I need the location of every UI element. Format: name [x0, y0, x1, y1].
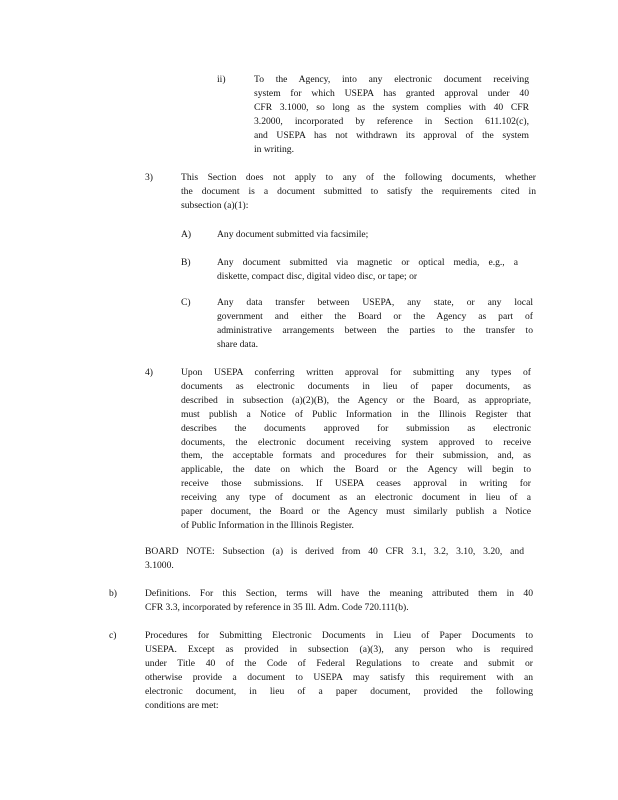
text-line: documents, the electronic document receiving system approved to receive: [181, 436, 531, 448]
item-label-A: A): [181, 229, 192, 240]
text-line: Any data transfer between USEPA, any state, or any local: [217, 297, 533, 308]
text-line: in writing.: [254, 143, 294, 155]
text-line: 3.2000, incorporated by reference in Section 611.102(c),: [254, 115, 529, 127]
text-line: describes the documents approved for submission as electronic: [181, 422, 531, 434]
text-line: receive those submissions. If USEPA ceases approval in writing for: [181, 478, 531, 490]
text-line: system for which USEPA has granted approval under 40: [254, 87, 529, 99]
text-line: them, the acceptable formats and procedures for their submission, and, as: [181, 450, 531, 462]
text-line: receiving any type of document as an electronic document in lieu of a: [181, 492, 531, 504]
paragraph-3: [181, 171, 536, 213]
text-line: diskette, compact disc, digital video disc, or tape; or: [217, 270, 418, 282]
text-line: This Section does not apply to any of the following documents, whether: [181, 172, 536, 183]
text-line: otherwise provide a document to USEPA may satisfy this requirement with an: [145, 671, 533, 683]
text-line: applicable, the date on which the Board or the Agency will begin to: [181, 464, 531, 476]
text-line: government and either the Board or the Agency as part of: [217, 310, 533, 322]
text-line: Any document submitted via facsimile;: [217, 229, 369, 240]
paragraph-A: [217, 228, 537, 242]
text-line: CFR 3.3, incorporated by reference in 35 Ill. Adm. Code 720.111(b).: [145, 601, 409, 613]
text-line: BOARD NOTE: Subsection (a) is derived from 40 CFR 3.1, 3.2, 3.10, 3.20, and: [145, 546, 524, 557]
text-line: CFR 3.1000, so long as the system complies with 40 CFR: [254, 101, 529, 113]
text-line: share data.: [217, 338, 259, 350]
text-line: described in subsection (a)(2)(B), the Agency or the Board, as appropriate,: [181, 394, 531, 406]
text-line: Procedures for Submitting Electronic Documents in Lieu of Paper Documents to: [145, 630, 533, 641]
text-line: paper document, the Board or the Agency must similarly publish a Notice: [181, 506, 531, 518]
text-line: Definitions. For this Section, terms will have the meaning attributed them in 40: [145, 588, 533, 599]
text-line: conditions are met:: [145, 699, 219, 711]
text-line: under Title 40 of the Code of Federal Regulations to create and submit or: [145, 657, 533, 669]
paragraph-c: [145, 629, 533, 712]
item-label-c: c): [109, 630, 117, 641]
text-line: administrative arrangements between the parties to the transfer to: [217, 324, 533, 336]
item-label-B: B): [181, 257, 191, 268]
text-line: the document is a document submitted to satisfy the requirements cited in: [181, 185, 536, 197]
item-label-ii: ii): [217, 74, 226, 85]
text-line: of Public Information in the Illinois Register.: [181, 519, 354, 531]
text-line: documents as electronic documents in lieu of paper documents, as: [181, 380, 531, 392]
text-line: electronic document, in lieu of a paper document, provided the following: [145, 685, 533, 697]
text-line: To the Agency, into any electronic document receiving: [254, 74, 529, 85]
item-label-C: C): [181, 297, 191, 308]
paragraph-b: [145, 587, 533, 615]
text-line: Any document submitted via magnetic or optical media, e.g., a: [217, 257, 518, 268]
item-label-4: 4): [145, 367, 153, 378]
text-line: subsection (a)(1):: [181, 199, 249, 211]
item-label-b: b): [109, 588, 117, 599]
text-line: 3.1000.: [145, 559, 174, 571]
paragraph-B: [217, 256, 518, 284]
paragraph-C: [217, 296, 533, 352]
text-line: Upon USEPA conferring written approval for submitting any types of: [181, 367, 531, 378]
paragraph-4: [181, 366, 531, 533]
paragraph-ii: [254, 73, 529, 156]
text-line: USEPA. Except as provided in subsection (a)(3), any person who is required: [145, 643, 533, 655]
text-line: and USEPA has not withdrawn its approval of the system: [254, 129, 529, 141]
board-note: [145, 545, 524, 573]
item-label-3: 3): [145, 172, 153, 183]
text-line: must publish a Notice of Public Information in the Illinois Register that: [181, 408, 531, 420]
